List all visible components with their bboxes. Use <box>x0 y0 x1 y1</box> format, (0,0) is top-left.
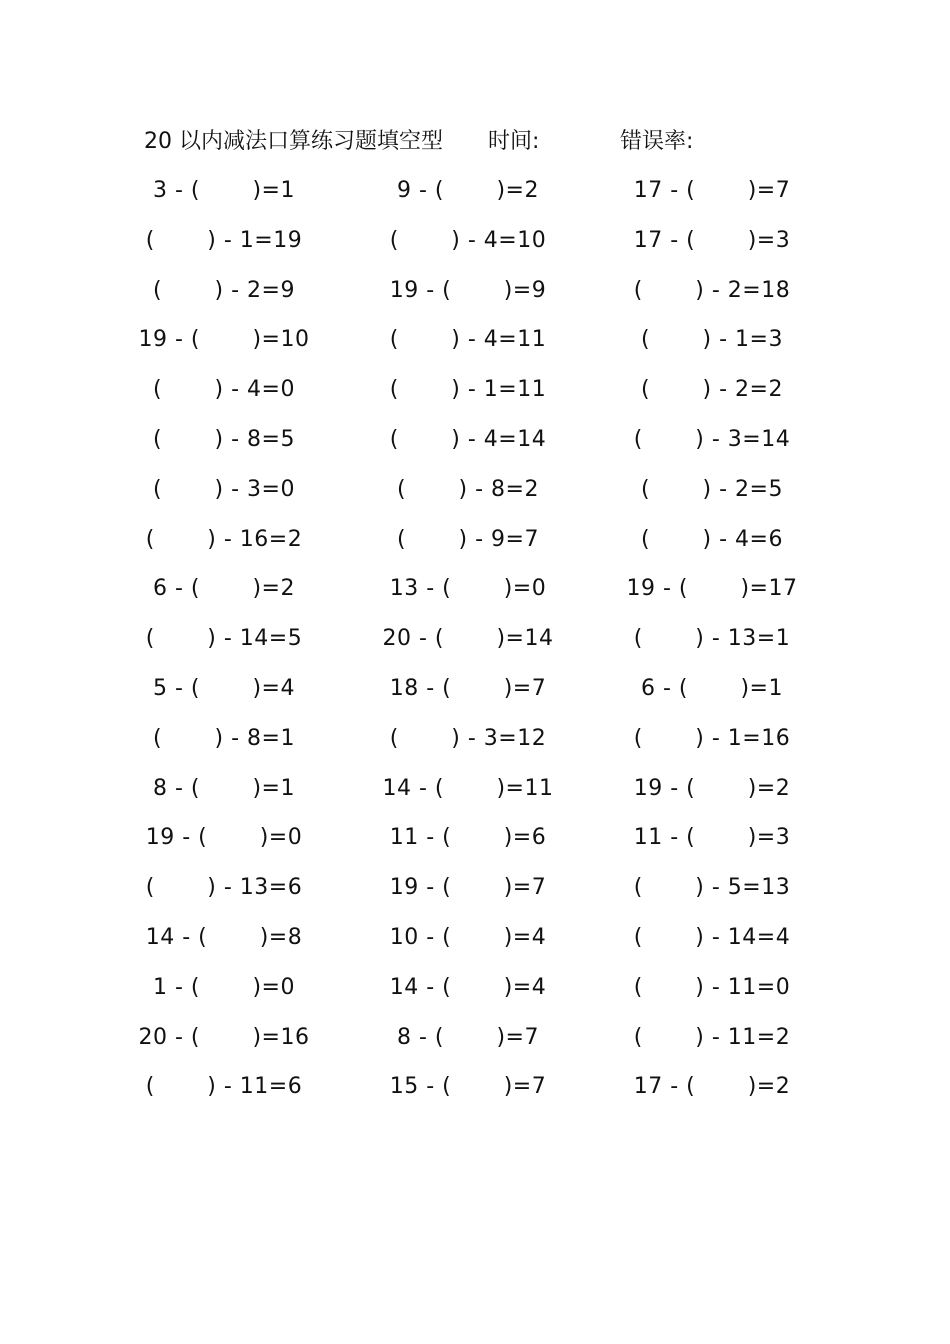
problem-row <box>0 365 950 415</box>
problem-item: ( ) - 5=13 <box>633 875 791 901</box>
problem-item: 18 - ( )=7 <box>389 675 547 701</box>
problem-item: 6 - ( )=2 <box>153 576 295 602</box>
problem-item: 19 - ( )=7 <box>389 875 547 901</box>
problem-row <box>0 813 950 863</box>
problem-row <box>0 564 950 614</box>
problem-item: ( ) - 1=16 <box>633 725 791 751</box>
problem-item: 19 - ( )=0 <box>145 825 303 851</box>
problem-item: ( ) - 2=2 <box>641 377 783 403</box>
problem-row <box>0 1013 950 1063</box>
problem-item: ( ) - 4=11 <box>389 327 547 353</box>
problem-item: ( ) - 2=9 <box>153 277 295 303</box>
problem-item: ( ) - 4=0 <box>153 377 295 403</box>
problem-row <box>0 216 950 266</box>
problem-item: 15 - ( )=7 <box>389 1074 547 1100</box>
time-label: 时间: <box>488 129 540 154</box>
problem-item: 14 - ( )=11 <box>382 775 554 801</box>
problem-row <box>0 764 950 814</box>
problem-item: 17 - ( )=7 <box>633 178 791 203</box>
problem-item: ( ) - 2=5 <box>641 476 783 502</box>
problem-item: ( ) - 16=2 <box>145 526 303 552</box>
problem-item: ( ) - 4=10 <box>389 227 547 253</box>
problem-item: 19 - ( )=17 <box>626 576 798 602</box>
problem-item: ( ) - 8=2 <box>397 476 539 502</box>
problem-item: 11 - ( )=3 <box>633 825 791 851</box>
problem-row <box>0 714 950 764</box>
problem-item: 14 - ( )=4 <box>389 974 547 1000</box>
problem-row <box>0 913 950 963</box>
problem-row <box>0 266 950 316</box>
problem-item: 9 - ( )=2 <box>397 178 539 203</box>
problem-item: ( ) - 8=5 <box>153 426 295 452</box>
problem-row <box>0 863 950 913</box>
problem-item: 17 - ( )=3 <box>633 227 791 253</box>
problem-item: 8 - ( )=7 <box>397 1024 539 1050</box>
problem-item: 11 - ( )=6 <box>389 825 547 851</box>
problem-item: 19 - ( )=2 <box>633 775 791 801</box>
problem-row <box>0 166 950 216</box>
problem-item: ( ) - 1=3 <box>641 327 783 353</box>
worksheet-header <box>0 126 950 158</box>
problem-item: ( ) - 8=1 <box>153 725 295 751</box>
problem-row <box>0 1062 950 1112</box>
problem-item: 19 - ( )=10 <box>138 327 310 353</box>
problem-item: 19 - ( )=9 <box>389 277 547 303</box>
problem-item: ( ) - 3=12 <box>389 725 547 751</box>
problem-item: ( ) - 14=5 <box>145 626 303 652</box>
problem-item: ( ) - 14=4 <box>633 924 791 950</box>
problem-item: ( ) - 3=0 <box>153 476 295 502</box>
problem-item: ( ) - 1=19 <box>145 227 303 253</box>
problem-item: ( ) - 13=1 <box>633 626 791 652</box>
problem-item: 14 - ( )=8 <box>145 924 303 950</box>
problem-item: ( ) - 4=14 <box>389 426 547 452</box>
problem-item: 10 - ( )=4 <box>389 924 547 950</box>
problem-row <box>0 963 950 1013</box>
problem-item: ( ) - 2=18 <box>633 277 791 303</box>
problem-row <box>0 415 950 465</box>
problem-item: ( ) - 13=6 <box>145 875 303 901</box>
problem-item: 8 - ( )=1 <box>153 775 295 801</box>
problem-row <box>0 515 950 565</box>
problem-item: 13 - ( )=0 <box>389 576 547 602</box>
problem-item: ( ) - 11=0 <box>633 974 791 1000</box>
problem-item: ( ) - 1=11 <box>389 377 547 403</box>
problem-item: ( ) - 3=14 <box>633 426 791 452</box>
problem-item: 5 - ( )=4 <box>153 675 295 701</box>
problem-item: 20 - ( )=16 <box>138 1024 310 1050</box>
error-rate-label: 错误率: <box>620 129 694 154</box>
problem-item: 6 - ( )=1 <box>641 675 783 701</box>
problem-row <box>0 664 950 714</box>
problem-item: 3 - ( )=1 <box>153 178 295 203</box>
problem-item: 20 - ( )=14 <box>382 626 554 652</box>
problem-grid <box>0 166 950 1112</box>
problem-row <box>0 614 950 664</box>
problem-row <box>0 465 950 515</box>
problem-item: ( ) - 11=6 <box>145 1074 303 1100</box>
problem-item: 17 - ( )=2 <box>633 1074 791 1100</box>
problem-item: ( ) - 11=2 <box>633 1024 791 1050</box>
problem-row <box>0 315 950 365</box>
worksheet-title: 20 以内减法口算练习题填空型 <box>144 129 443 154</box>
problem-item: 1 - ( )=0 <box>153 974 295 1000</box>
problem-item: ( ) - 4=6 <box>641 526 783 552</box>
problem-item: ( ) - 9=7 <box>397 526 539 552</box>
